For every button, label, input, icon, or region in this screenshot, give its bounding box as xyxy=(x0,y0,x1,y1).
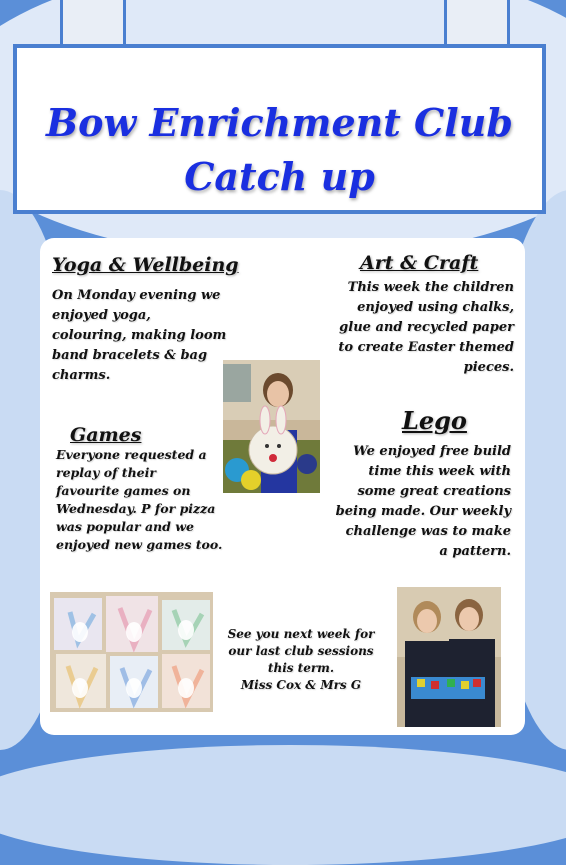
text-line: was popular and we xyxy=(56,519,194,534)
text-line: some great creations xyxy=(357,484,511,499)
page-title-line1: Bow Enrichment Club xyxy=(46,100,513,145)
page-title-line2: Catch up xyxy=(184,154,375,199)
text-line: being made. Our weekly xyxy=(335,504,511,519)
lego-text xyxy=(320,442,511,562)
photo-children-lego xyxy=(397,587,501,727)
text-line: glue and recycled paper xyxy=(339,320,514,335)
content-panel xyxy=(40,238,525,735)
art-heading: Art & Craft xyxy=(360,252,479,274)
lego-heading: Lego xyxy=(402,406,467,435)
photo-illustration xyxy=(397,587,501,727)
text-line: On Monday evening we xyxy=(52,288,221,303)
games-text xyxy=(56,446,256,554)
text-line: replay of their xyxy=(56,465,156,480)
text-line: our last club sessions xyxy=(228,644,374,658)
yoga-text xyxy=(52,286,252,386)
text-line: favourite games on xyxy=(56,483,191,498)
text-line: enjoyed using chalks, xyxy=(357,300,514,315)
signoff-text xyxy=(226,626,376,694)
text-line: Everyone requested a xyxy=(56,447,207,462)
text-line: band bracelets & bag xyxy=(52,348,208,363)
text-line: colouring, making loom xyxy=(52,328,227,343)
text-line: See you next week for xyxy=(227,627,375,641)
text-line: time this week with xyxy=(368,464,511,479)
text-line: enjoyed new games too. xyxy=(56,537,223,552)
text-line: a pattern. xyxy=(439,544,511,559)
text-line: charms. xyxy=(52,368,111,383)
title-board xyxy=(13,44,546,214)
photo-illustration xyxy=(50,592,213,712)
text-line: We enjoyed free build xyxy=(353,444,511,459)
text-line: Miss Cox & Mrs G xyxy=(240,678,362,692)
games-heading: Games xyxy=(70,424,142,446)
text-line: This week the children xyxy=(347,280,514,295)
yoga-heading: Yoga & Wellbeing xyxy=(52,254,239,276)
text-line: to create Easter themed xyxy=(338,340,514,355)
background-wave xyxy=(0,745,566,865)
text-line: pieces. xyxy=(463,360,514,375)
art-text xyxy=(320,278,514,378)
text-line: challenge was to make xyxy=(345,524,511,539)
text-line: enjoyed yoga, xyxy=(52,308,151,323)
text-line: Wednesday. P for pizza xyxy=(56,501,216,516)
text-line: this term. xyxy=(267,661,335,675)
photo-chalk-bunny-art xyxy=(50,592,213,712)
